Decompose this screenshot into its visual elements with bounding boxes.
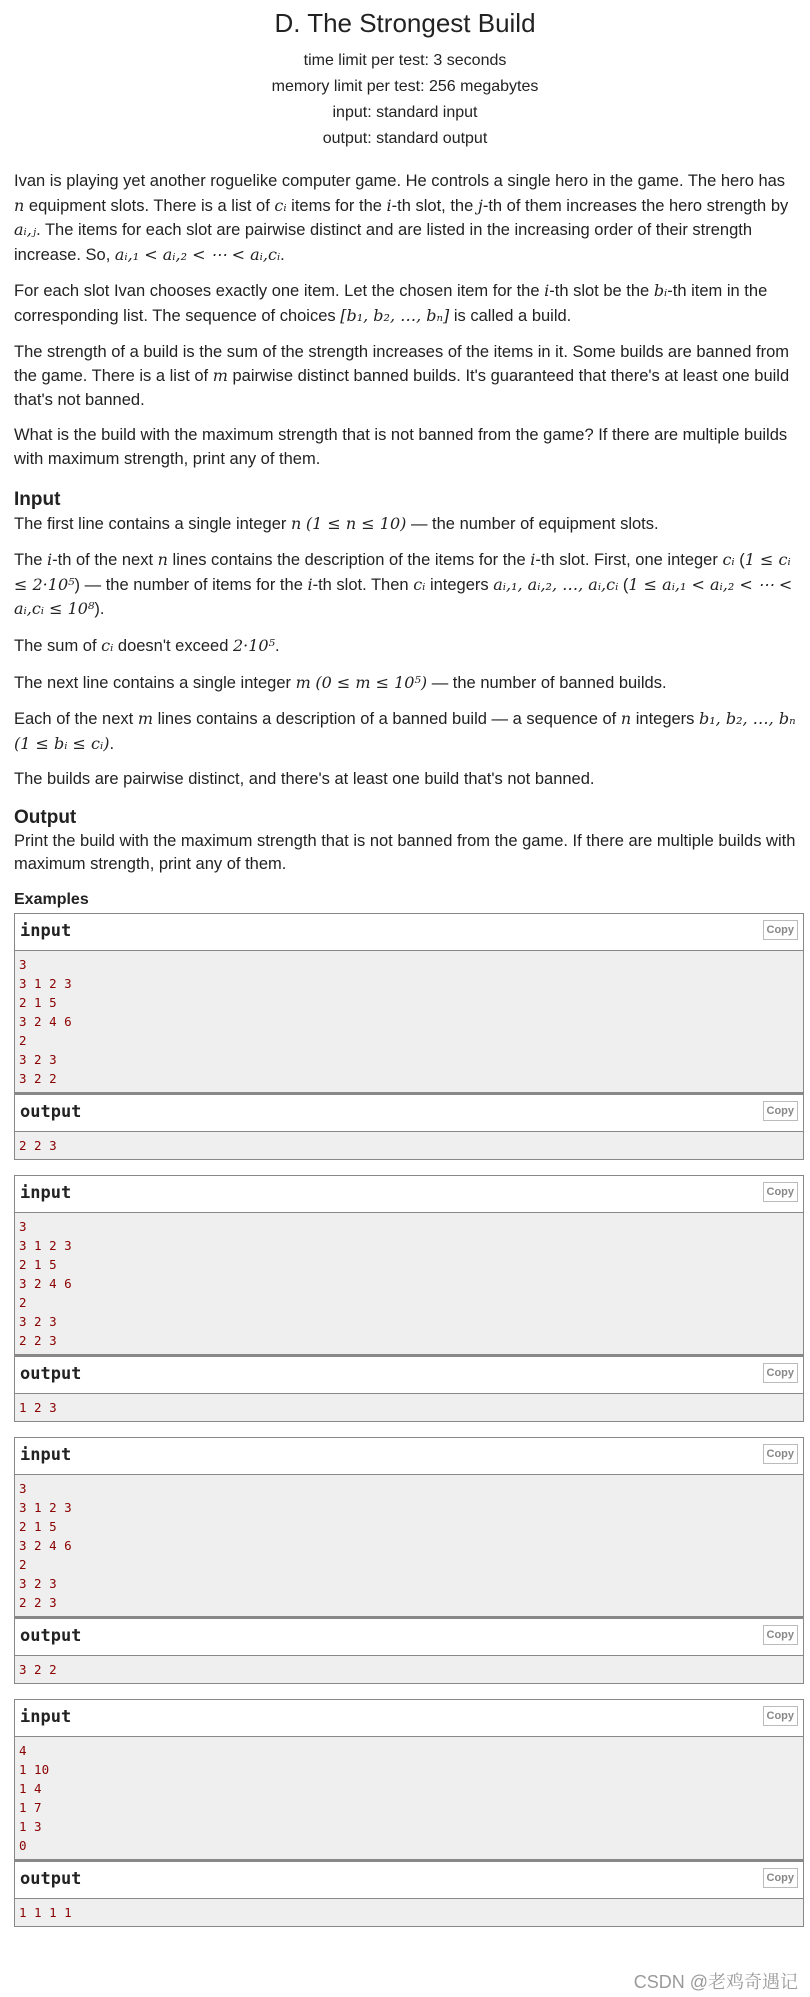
input-paragraph: The next line contains a single integer m (0 ≤ m ≤ 10⁵) — the number of banned builds. <box>14 672 667 692</box>
math-expression: cᵢ <box>413 574 426 594</box>
example-test <box>14 1437 804 1684</box>
math-expression: bᵢ <box>653 281 668 301</box>
output-file: output: standard output <box>322 130 488 147</box>
copy-input-button[interactable]: Copy <box>763 1706 799 1726</box>
examples-list <box>14 913 796 1927</box>
math-expression: 2·10⁵ <box>232 635 276 655</box>
memory-limit: memory limit per test: 256 megabytes <box>271 78 539 95</box>
math-expression: aᵢ,₁ < aᵢ,₂ < ⋯ < aᵢ,cᵢ <box>114 244 281 264</box>
output-header <box>15 1619 803 1656</box>
output-paragraph: Print the build with the maximum strength that is not banned from the game. If there are multiple builds with maximum strength, print any of them. <box>14 831 796 874</box>
copy-output-button[interactable]: Copy <box>763 1868 799 1888</box>
output-header <box>15 1095 803 1132</box>
math-expression: i <box>386 195 392 215</box>
math-expression: n <box>620 709 632 729</box>
example-output: 2 2 3 <box>15 1132 803 1159</box>
math-expression: cᵢ <box>722 550 735 570</box>
output-label: output <box>20 1869 82 1890</box>
example-output: 1 2 3 <box>15 1394 803 1421</box>
input-file: input: standard input <box>332 104 478 121</box>
output-label: output <box>20 1364 82 1385</box>
math-expression: cᵢ <box>101 635 114 655</box>
example-input: 3 3 1 2 3 2 1 5 3 2 4 6 2 3 2 3 2 2 3 <box>15 1213 803 1357</box>
copy-input-button[interactable]: Copy <box>763 1444 799 1464</box>
copy-input-button[interactable]: Copy <box>763 920 799 940</box>
input-paragraph: The sum of cᵢ doesn't exceed 2·10⁵. <box>14 635 280 655</box>
input-heading: Input <box>14 488 61 510</box>
legend-paragraph: For each slot Ivan chooses exactly one item. Let the chosen item for the i-th slot be the bᵢ-th item in the corresponding list. The sequence of choices [b₁, b₂, …, bₙ] is called a build. <box>14 281 768 325</box>
legend-paragraph: What is the build with the maximum strength that is not banned from the game? If there are multiple builds with maximum strength, print any of them. <box>14 426 788 468</box>
math-expression: 1 ≤ aᵢ,₁ < aᵢ,₂ < ⋯ < aᵢ,cᵢ ≤ 10⁸ <box>14 574 793 619</box>
input-paragraph: The i-th of the next n lines contains the description of the items for the i-th slot. First, one integer cᵢ (1 ≤ cᵢ ≤ 2·10⁵) — the number of items for the i-th slot. Then cᵢ integers aᵢ,₁, aᵢ,₂, …, aᵢ,cᵢ (1 ≤ aᵢ,₁ < aᵢ,₂ < ⋯ < aᵢ,cᵢ ≤ 10⁸). <box>14 550 793 619</box>
input-header <box>15 1700 803 1737</box>
example-output: 3 2 2 <box>15 1656 803 1683</box>
math-expression: (0 ≤ m ≤ 10⁵) <box>315 672 428 692</box>
time-limit: time limit per test: 3 seconds <box>303 52 507 69</box>
math-expression: m <box>212 366 228 386</box>
math-expression: n <box>290 513 302 533</box>
math-expression: b₁, b₂, …, bₙ <box>699 709 796 729</box>
math-expression: i <box>530 550 536 570</box>
math-expression: i <box>544 281 550 301</box>
legend-paragraph: The strength of a build is the sum of the strength increases of the items in it. Some builds are banned from the game. There is a list of m pairwise distinct banned builds. It's guaranteed that there's at least one build that's not banned. <box>14 342 790 409</box>
input-label: input <box>20 921 72 942</box>
input-paragraph: Each of the next m lines contains a description of a banned build — a sequence of n integers b₁, b₂, …, bₙ (1 ≤ bᵢ ≤ cᵢ). <box>14 709 796 753</box>
math-expression: cᵢ <box>274 195 287 215</box>
math-expression: m <box>137 709 154 729</box>
input-header <box>15 914 803 951</box>
copy-output-button[interactable]: Copy <box>763 1101 799 1121</box>
output-label: output <box>20 1102 82 1123</box>
problem-statement <box>0 8 810 1927</box>
output-label: output <box>20 1626 82 1647</box>
legend-paragraph: Ivan is playing yet another roguelike computer game. He controls a single hero in the game. The hero has n equipment slots. There is a list of cᵢ items for the i-th slot, the j-th of them increases the hero strength by aᵢ,ⱼ. The items for each slot are pairwise distinct and are listed in the increasing order of their strength increase. So, aᵢ,₁ < aᵢ,₂ < ⋯ < aᵢ,cᵢ. <box>14 172 789 264</box>
example-test <box>14 1175 804 1422</box>
copy-input-button[interactable]: Copy <box>763 1182 799 1202</box>
input-label: input <box>20 1445 72 1466</box>
input-header <box>15 1176 803 1213</box>
example-output: 1 1 1 1 <box>15 1899 803 1926</box>
output-header <box>15 1862 803 1899</box>
math-expression: m <box>295 672 311 692</box>
math-expression: (1 ≤ n ≤ 10) <box>305 513 407 533</box>
math-expression: n <box>14 195 25 215</box>
input-label: input <box>20 1707 72 1728</box>
problem-title: D. The Strongest Build <box>274 8 536 38</box>
math-expression: 1 ≤ cᵢ ≤ 2·10⁵ <box>14 550 791 594</box>
input-paragraph: The first line contains a single integer n (1 ≤ n ≤ 10) — the number of equipment slots. <box>14 513 659 533</box>
copy-output-button[interactable]: Copy <box>763 1363 799 1383</box>
watermark: CSDN @老鸡奇遇记 <box>633 1972 798 1992</box>
example-test <box>14 913 804 1160</box>
copy-output-button[interactable]: Copy <box>763 1625 799 1645</box>
output-heading: Output <box>14 806 77 828</box>
input-paragraph: The builds are pairwise distinct, and there's at least one build that's not banned. <box>14 770 595 789</box>
math-expression: aᵢ,ⱼ <box>14 220 37 240</box>
input-label: input <box>20 1183 72 1204</box>
example-test <box>14 1699 804 1927</box>
problem-limits <box>14 48 796 152</box>
math-expression: aᵢ,₁, aᵢ,₂, …, aᵢ,cᵢ <box>493 574 619 594</box>
math-expression: i <box>307 574 313 594</box>
math-expression: [b₁, b₂, …, bₙ] <box>340 305 450 325</box>
math-expression: n <box>157 550 168 570</box>
input-header <box>15 1438 803 1475</box>
math-expression: j <box>477 195 483 215</box>
example-input: 4 1 10 1 4 1 7 1 3 0 <box>15 1737 803 1862</box>
examples-heading: Examples <box>14 891 89 909</box>
example-input: 3 3 1 2 3 2 1 5 3 2 4 6 2 3 2 3 2 2 3 <box>15 1475 803 1619</box>
output-header <box>15 1357 803 1394</box>
math-expression: i <box>47 550 53 570</box>
math-expression: (1 ≤ bᵢ ≤ cᵢ) <box>14 733 110 753</box>
example-input: 3 3 1 2 3 2 1 5 3 2 4 6 2 3 2 3 3 2 2 <box>15 951 803 1095</box>
